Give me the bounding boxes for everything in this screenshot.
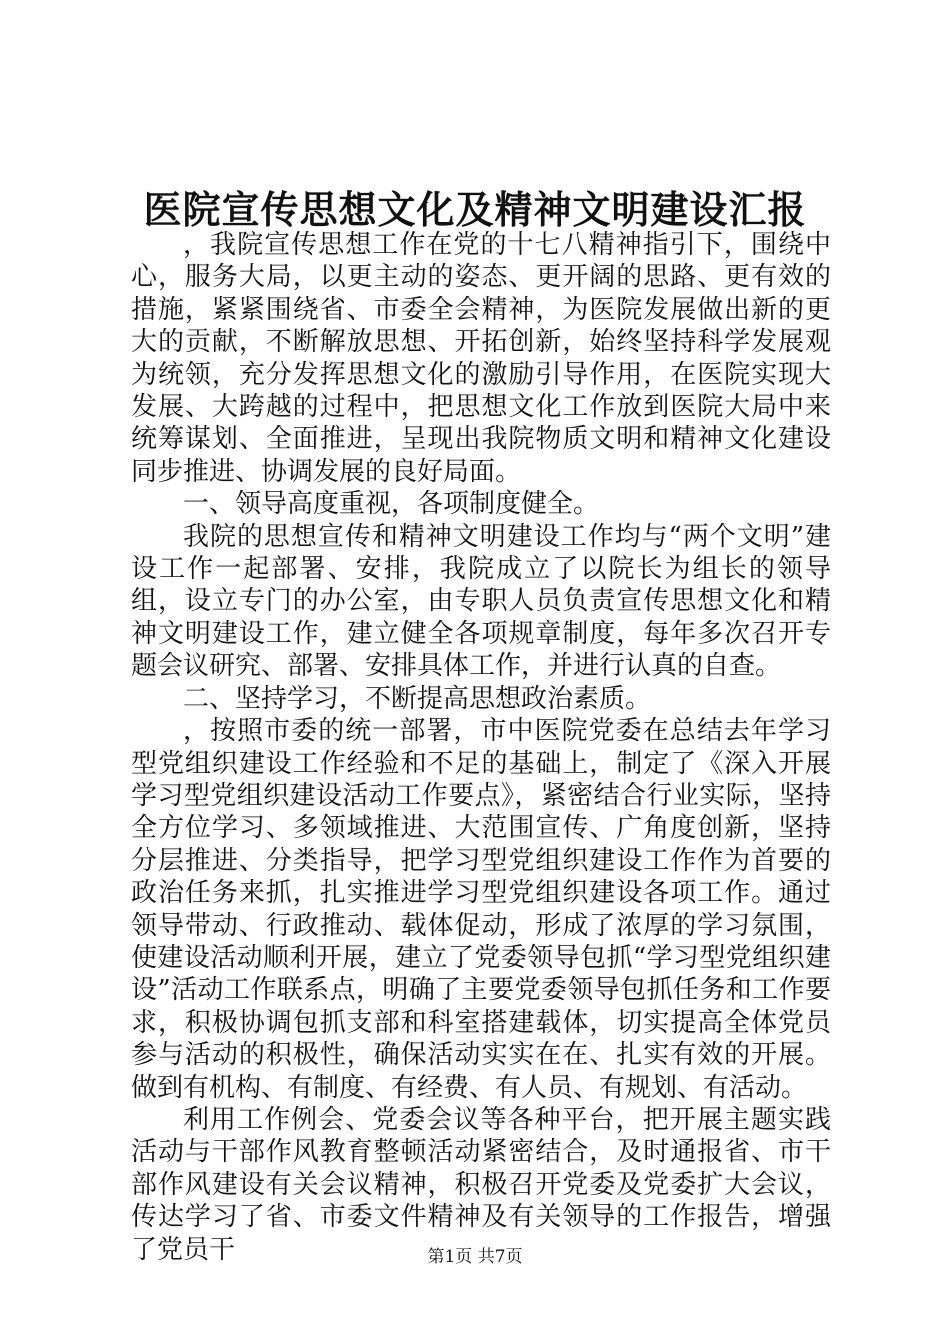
paragraph-intro: ，我院宣传思想工作在党的十七八精神指引下，围绕中心，服务大局，以更主动的姿态、更开阔的思路、更有效的措施，紧紧围绕省、市委全会精神，为医院发展做出新的更大的贡献，不断解放思想、开拓创新，始终坚持科学发展观为统领，充分发挥思想文化的激励引导作用，在医院实现大发展、大跨越的过程中，把思想文化工作放到医院大局中来统筹谋划、全面推进，呈现出我院物质文明和精神文化建设同步推进、协调发展的良好局面。 [131, 230, 831, 487]
document-body [131, 229, 831, 1266]
document-title: 医院宣传思想文化及精神文明建设汇报 [143, 187, 807, 232]
section-heading-2: 二、坚持学习，不断提高思想政治素质。 [183, 683, 652, 714]
section-heading-1: 一、领导高度重视，各项制度健全。 [183, 489, 600, 520]
page-number-footer: 第1页 共7页 [427, 1247, 523, 1267]
paragraph-section-2: ，按照市委的统一部署，市中医院党委在总结去年学习型党组织建设工作经验和不足的基础上，制定了《深入开展学习型党组织建设活动工作要点》，紧密结合行业实际，坚持全方位学习、多领域推进、大范围宣传、广角度创新，坚持分层推进、分类指导，把学习型党组织建设工作作为首要的政治任务来抓，扎实推进学习型党组织建设各项工作。通过领导带动、行政推动、载体促动，形成了浓厚的学习氛围，使建设活动顺利开展，建立了党委领导包抓“学习型党组织建设”活动工作联系点，明确了主要党委领导包抓任务和工作要求，积极协调包抓支部和科室搭建载体，切实提高全体党员参与活动的积极性，确保活动实实在在、扎实有效的开展。做到有机构、有制度、有经费、有人员、有规划、有活动。 [131, 716, 831, 1103]
paragraph-section-2-cont: 利用工作例会、党委会议等各种平台，把开展主题实践活动与干部作风教育整顿活动紧密结合，及时通报省、市干部作风建设有关会议精神，积极召开党委及党委扩大会议，传达学习了省、市委文件精神及有关领导的工作报告，增强了党员干 [131, 1104, 831, 1265]
paragraph-section-1: 我院的思想宣传和精神文明建设工作均与“两个文明”建设工作一起部署、安排，我院成立了以院长为组长的领导组，设立专门的办公室，由专职人员负责宣传思想文化和精神文明建设工作，建立健全各项规章制度，每年多次召开专题会议研究、部署、安排具体工作，并进行认真的自查。 [131, 521, 831, 682]
